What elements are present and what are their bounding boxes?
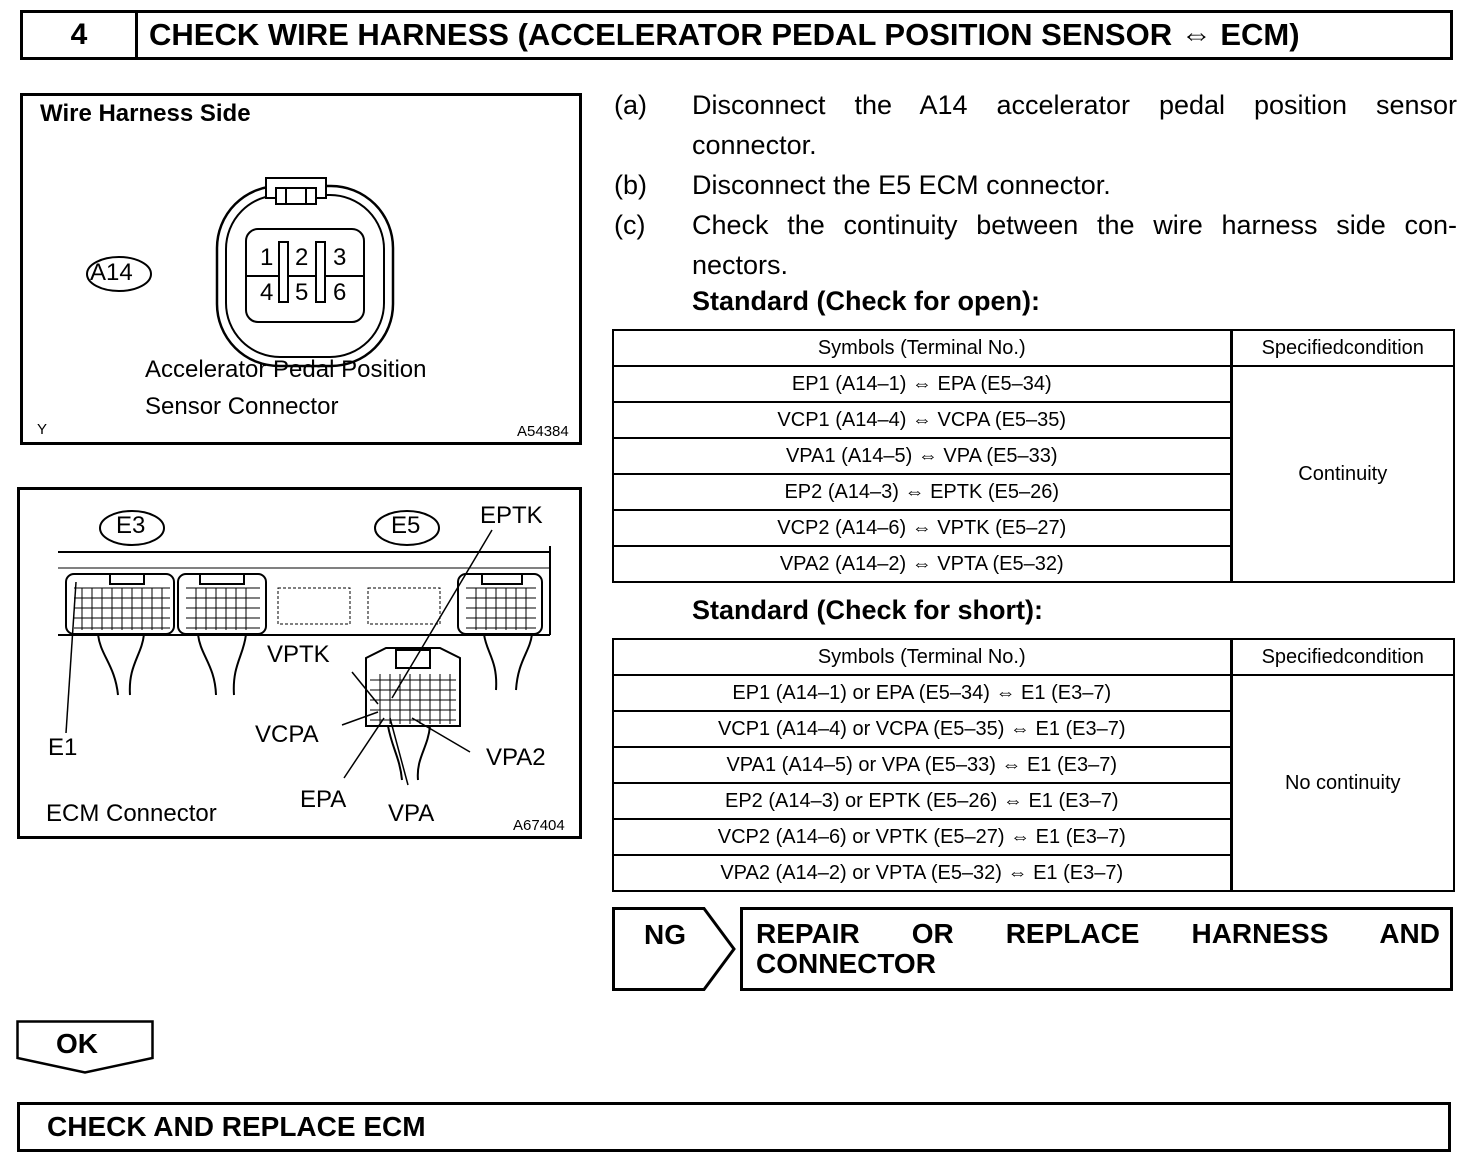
corner-code: Y bbox=[37, 421, 48, 438]
pin-1: 1 bbox=[260, 244, 274, 271]
symbol-cell: VPA2 (A14–2) ⇔ VPTA (E5–32) bbox=[613, 546, 1231, 582]
step-text: Check the continuity between the wire harness side con-nectors. bbox=[692, 210, 1457, 280]
figure-title: Wire Harness Side bbox=[40, 100, 251, 127]
ng-result-text: REPAIR OR REPLACE HARNESS AND CONNECTOR bbox=[756, 918, 1440, 979]
label-vpa: VPA bbox=[388, 800, 435, 827]
label-eptk: EPTK bbox=[480, 502, 543, 529]
step-letter: (a) bbox=[614, 90, 647, 120]
label-e1: E1 bbox=[48, 734, 78, 761]
header-condition: Specifiedcondition bbox=[1231, 639, 1454, 675]
symbol-cell: EP2 (A14–3) ⇔ EPTK (E5–26) bbox=[613, 474, 1231, 510]
header-symbols: Symbols (Terminal No.) bbox=[613, 639, 1231, 675]
step-text: Disconnect the E5 ECM connector. bbox=[692, 170, 1111, 200]
symbol-cell: VPA1 (A14–5) ⇔ VPA (E5–33) bbox=[613, 438, 1231, 474]
condition-cell: No continuity bbox=[1231, 675, 1454, 891]
connector-caption-line1: Accelerator Pedal Position bbox=[145, 356, 427, 383]
ng-label: NG bbox=[644, 919, 686, 950]
wire-harness-side-figure bbox=[20, 93, 582, 445]
table-row bbox=[613, 675, 1454, 711]
step-letter: (b) bbox=[614, 170, 647, 200]
pin-6: 6 bbox=[333, 279, 347, 306]
open-check-title: Standard (Check for open): bbox=[692, 286, 1041, 316]
ecm-connector-figure bbox=[17, 487, 582, 839]
symbol-cell: VPA1 (A14–5) or VPA (E5–33) ⇔ E1 (E3–7) bbox=[613, 747, 1231, 783]
final-action-text: CHECK AND REPLACE ECM bbox=[47, 1111, 426, 1142]
condition-cell: Continuity bbox=[1231, 366, 1454, 582]
figure-id: A54384 bbox=[517, 423, 569, 440]
short-check-table bbox=[612, 638, 1455, 892]
symbol-cell: VCP2 (A14–6) or VPTK (E5–27) ⇔ E1 (E3–7) bbox=[613, 819, 1231, 855]
connector-caption-line2: Sensor Connector bbox=[145, 393, 339, 420]
label-vptk: VPTK bbox=[267, 641, 330, 668]
symbol-cell: EP2 (A14–3) or EPTK (E5–26) ⇔ E1 (E3–7) bbox=[613, 783, 1231, 819]
symbol-cell: VPA2 (A14–2) or VPTA (E5–32) ⇔ E1 (E3–7) bbox=[613, 855, 1231, 891]
label-vcpa: VCPA bbox=[255, 721, 319, 748]
connector-id-a14: A14 bbox=[90, 259, 133, 286]
ng-result-box bbox=[740, 907, 1453, 991]
header-condition: Specifiedcondition bbox=[1231, 330, 1454, 366]
ecm-connector-caption: ECM Connector bbox=[46, 800, 217, 827]
final-action-box bbox=[17, 1102, 1451, 1152]
open-check-table bbox=[612, 329, 1455, 583]
connector-id-e5: E5 bbox=[391, 512, 421, 539]
header-symbols: Symbols (Terminal No.) bbox=[613, 330, 1231, 366]
ok-arrow-box bbox=[16, 1020, 154, 1074]
ok-label: OK bbox=[56, 1028, 98, 1059]
table-row bbox=[613, 366, 1454, 402]
table-header-row bbox=[613, 639, 1454, 675]
pin-2: 2 bbox=[295, 244, 309, 271]
step-title: CHECK WIRE HARNESS (ACCELERATOR PEDAL POSITION SENSOR ⇔ ECM) bbox=[149, 17, 1300, 52]
table-header-row bbox=[613, 330, 1454, 366]
symbol-cell: VCP2 (A14–6) ⇔ VPTK (E5–27) bbox=[613, 510, 1231, 546]
ng-arrow-box bbox=[612, 907, 738, 991]
figure-id: A67404 bbox=[513, 817, 565, 834]
connector-id-e3: E3 bbox=[116, 512, 146, 539]
step-text: Disconnect the A14 accelerator pedal position sensor connector. bbox=[692, 90, 1457, 160]
procedure-step-c bbox=[614, 205, 1459, 285]
pin-3: 3 bbox=[333, 244, 347, 271]
procedure-step-b bbox=[614, 165, 1459, 205]
step-letter: (c) bbox=[614, 210, 646, 240]
step-number: 4 bbox=[23, 13, 138, 57]
label-vpa2: VPA2 bbox=[486, 744, 546, 771]
symbol-cell: VCP1 (A14–4) or VCPA (E5–35) ⇔ E1 (E3–7) bbox=[613, 711, 1231, 747]
short-check-title: Standard (Check for short): bbox=[692, 595, 1044, 625]
symbol-cell: EP1 (A14–1) or EPA (E5–34) ⇔ E1 (E3–7) bbox=[613, 675, 1231, 711]
step-header bbox=[20, 10, 1453, 60]
pin-5: 5 bbox=[295, 279, 309, 306]
symbol-cell: VCP1 (A14–4) ⇔ VCPA (E5–35) bbox=[613, 402, 1231, 438]
pin-4: 4 bbox=[260, 279, 274, 306]
procedure-step-a bbox=[614, 85, 1459, 165]
symbol-cell: EP1 (A14–1) ⇔ EPA (E5–34) bbox=[613, 366, 1231, 402]
label-epa: EPA bbox=[300, 786, 347, 813]
